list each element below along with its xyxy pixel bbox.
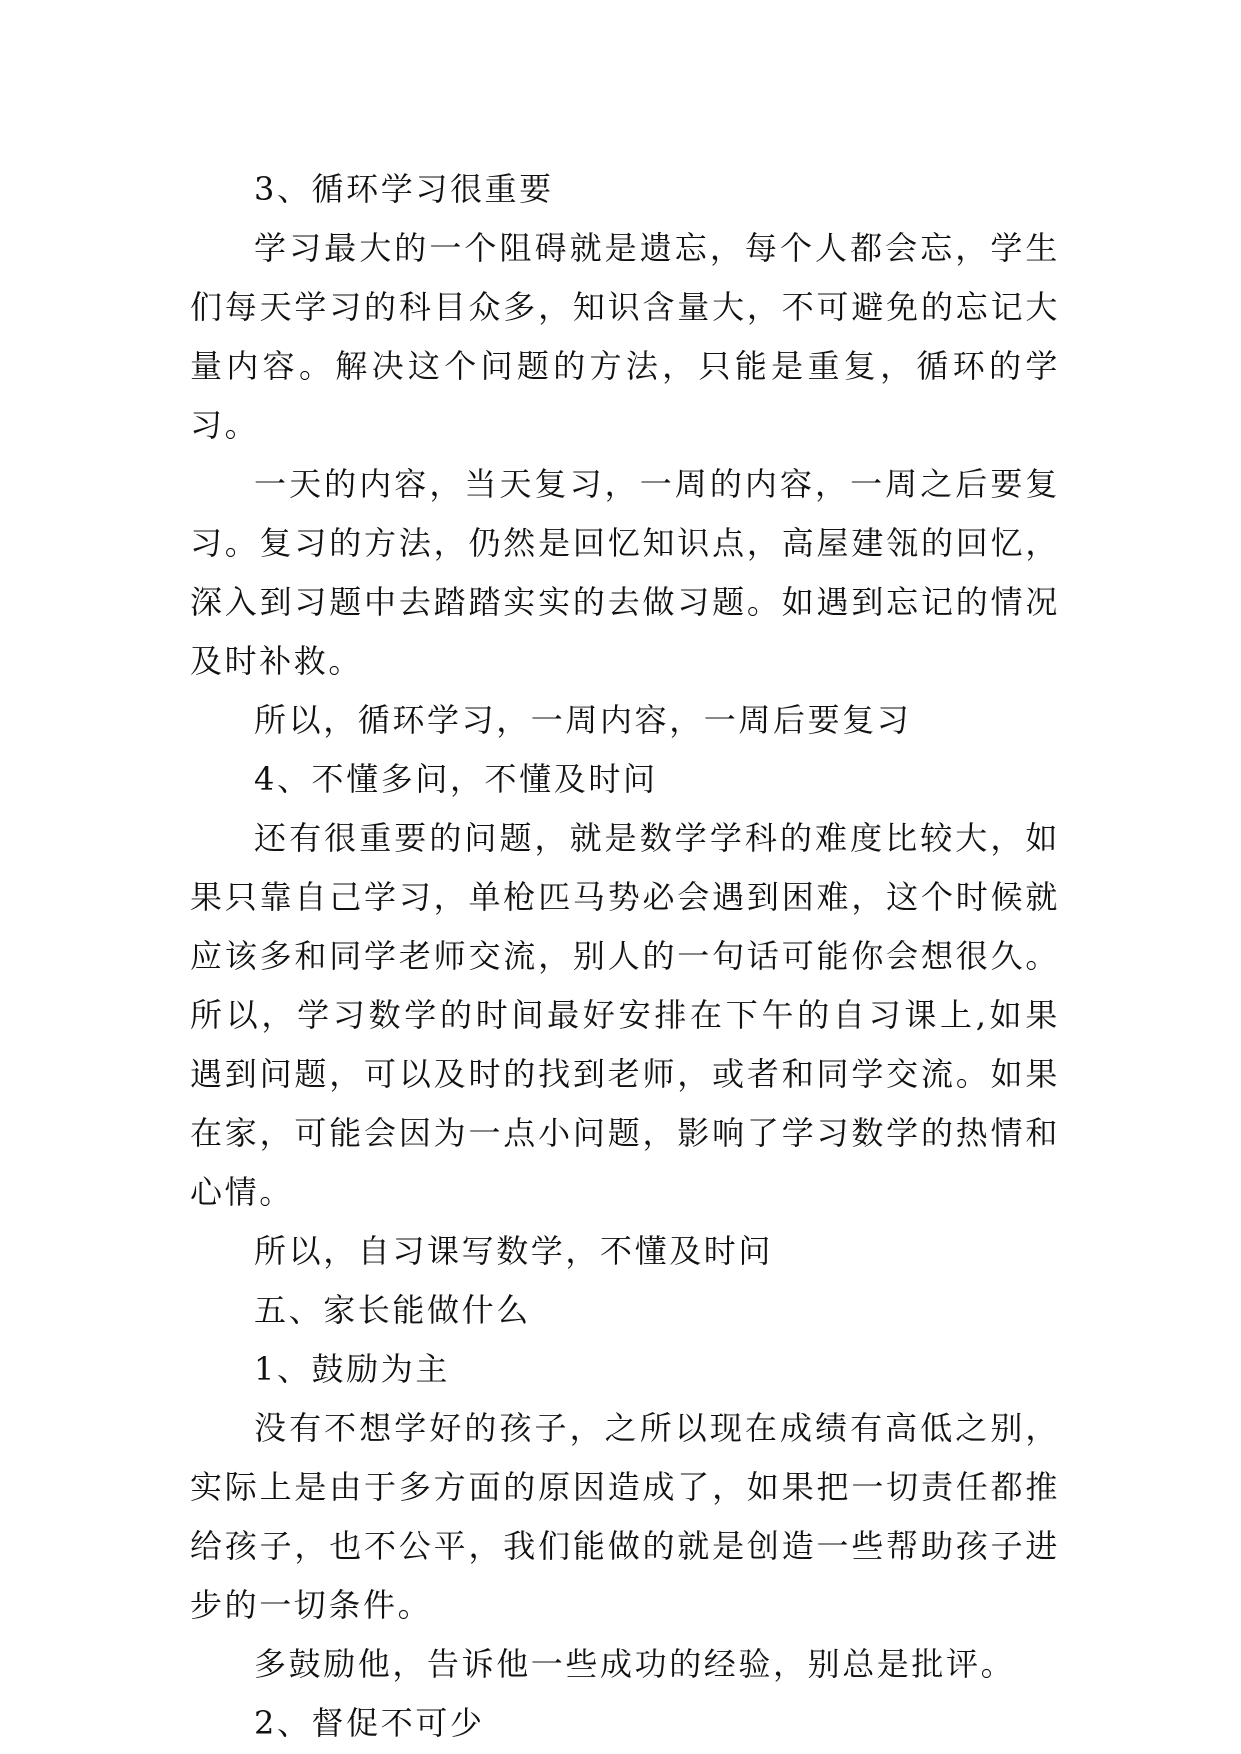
paragraph-review-method: 一天的内容，当天复习，一周的内容，一周之后要复习。复习的方法，仍然是回忆知识点，高屋建瓴的回忆，深入到习题中去踏踏实实的去做习题。如遇到忘记的情况及时补救。 <box>190 465 1060 680</box>
paragraph-encouragement: 没有不想学好的孩子，之所以现在成绩有高低之别，实际上是由于多方面的原因造成了，如果把一切责任都推给孩子，也不公平，我们能做的就是创造一些帮助孩子进步的一切条件。 <box>190 1409 1060 1624</box>
heading-parents: 五、家长能做什么 <box>254 1291 531 1329</box>
heading-encouragement: 1、鼓励为主 <box>254 1350 450 1388</box>
heading-ask-questions: 4、不懂多问，不懂及时问 <box>254 760 658 798</box>
heading-cyclic-learning: 3、循环学习很重要 <box>254 170 554 208</box>
summary-ask-questions: 所以，自习课写数学，不懂及时问 <box>254 1232 774 1270</box>
paragraph-math-difficulty: 还有很重要的问题，就是数学学科的难度比较大，如果只靠自己学习，单枪匹马势必会遇到困难，这个时候就应该多和同学老师交流，别人的一句话可能你会想很久。所以，学习数学的时间最好安排在下午的自习课上,如果遇到问题，可以及时的找到老师，或者和同学交流。如果在家，可能会因为一点小问题，影响了学习数学的热情和心情。 <box>190 819 1060 1211</box>
summary-cyclic-learning: 所以，循环学习，一周内容，一周后要复习 <box>254 701 912 739</box>
document-body <box>190 160 1060 1753</box>
paragraph-forgetting: 学习最大的一个阻碍就是遗忘，每个人都会忘，学生们每天学习的科目众多，知识含量大，不可避免的忘记大量内容。解决这个问题的方法，只能是重复，循环的学习。 <box>190 229 1060 444</box>
heading-supervision: 2、督促不可少 <box>254 1704 485 1742</box>
paragraph-encourage-tip: 多鼓励他，告诉他一些成功的经验，别总是批评。 <box>254 1645 1016 1683</box>
